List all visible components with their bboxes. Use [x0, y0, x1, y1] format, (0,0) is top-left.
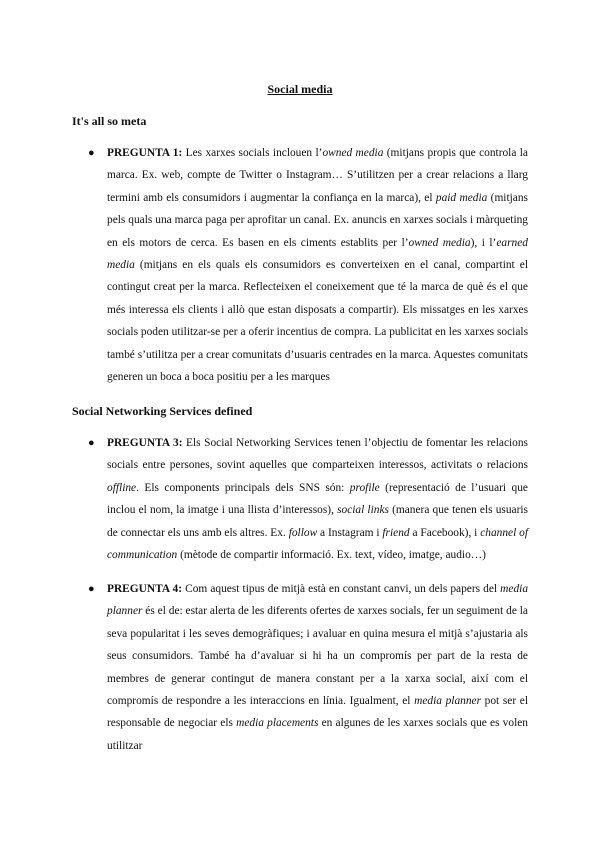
section-heading-sns: Social Networking Services defined — [72, 404, 253, 418]
text-run: a Instagram i — [317, 526, 383, 539]
question-1-paragraph — [88, 142, 528, 388]
text-run: (mitjans pels quals una marca paga per aprofitar un canal. Ex. anuncis en xarxes socials i màrqueting en els motors de cerca. Es basen en els ciments establits per l’ — [107, 191, 528, 249]
text-run: Els Social Networking Services tenen l’objectiu de fomentar les relacions socials entre persones, sovint aquelles que comparteixen interessos, activitats o relacions — [107, 437, 528, 472]
text-run: ), i l’ — [470, 236, 497, 249]
text-run: (representació de l’usuari que inclou el nom, la imatge i una llista d’interessos), — [107, 481, 528, 517]
italic-term: earned media — [107, 236, 528, 272]
text-run: pot ser el responsable de negociar els — [107, 695, 528, 730]
italic-term: friend — [382, 526, 410, 539]
italic-term: media placements — [236, 717, 319, 730]
text-run: (mitjans en els quals els consumidors es converteixen en el canal, compartint el contingut creat per la marca. Reflecteixen el coneixement que té la marca de què és el que més interessa els clients i allò que estan disposats a compartir). Els missatges en les xarxes socials poden utilitzar-se per a oferir incentius de compra. La publicitat en les xarxes socials també s’utilitza per a crear comunitats d’usuaris centrades en la marca. Aquestes comunitats generen un boca a boca positiu per a les marques — [107, 259, 528, 384]
document-title: Social media — [267, 82, 333, 96]
italic-term: profile — [349, 481, 380, 494]
bullet-icon: ● — [88, 437, 95, 449]
text-run: (manera que tenen els usuaris de connectar els uns amb els altres. Ex. — [107, 504, 528, 539]
question-label: PREGUNTA 3: — [107, 437, 183, 449]
question-text — [107, 583, 528, 752]
italic-term: media planner — [107, 583, 529, 618]
italic-term: paid media — [435, 191, 488, 204]
italic-term: offline — [107, 481, 137, 494]
text-run: a Facebook), i — [409, 526, 481, 539]
bullet-icon: ● — [88, 583, 95, 595]
text-run: (mètode de compartir informació. Ex. text, vídeo, imatge, audio…) — [177, 549, 486, 562]
text-run: . Els components principals dels SNS són: — [136, 481, 350, 494]
question-text — [107, 437, 528, 561]
text-run: és el de: estar alerta de les diferents ofertes de xarxes socials, fer un seguiment de la seva popularitat i les seves demogràfiques; i avaluar en quina mesura el mitjà s’ajustaria als seus consumidors. També ha d’avaluar si hi ha un compromís per part de la resta de membres de generar contingut de manera constant per a la xarxa social, així com el compromís de respondre a les interaccions en línia. Igualment, el — [107, 605, 528, 708]
italic-term: follow — [288, 526, 318, 539]
text-run: Les xarxes socials inclouen l’ — [182, 147, 323, 159]
question-text — [107, 147, 528, 383]
italic-term: owned media — [322, 147, 384, 159]
question-label: PREGUNTA 4: — [107, 583, 183, 595]
italic-term: owned media — [408, 236, 471, 249]
question-4-paragraph — [88, 578, 529, 757]
bullet-icon: ● — [88, 147, 95, 159]
text-run: en algunes de les xarxes socials que es volen utilitzar — [107, 717, 528, 752]
italic-term: social links — [337, 504, 389, 517]
question-3-paragraph — [88, 432, 528, 566]
question-label: PREGUNTA 1: — [107, 147, 183, 159]
section-heading-meta: It's all so meta — [72, 114, 147, 128]
italic-term: channel of communication — [107, 526, 528, 562]
text-run: (mitjans propis que controla la marca. Ex. web, compte de Twitter o Instagram… S’utilitzen per a crear relacions a llarg termini amb els consumidors i augmentar la confiança en la marca), el — [107, 147, 528, 204]
italic-term: media planner — [414, 695, 482, 708]
text-run: Com aquest tipus de mitjà està en constant canvi, un dels papers del — [182, 583, 501, 595]
